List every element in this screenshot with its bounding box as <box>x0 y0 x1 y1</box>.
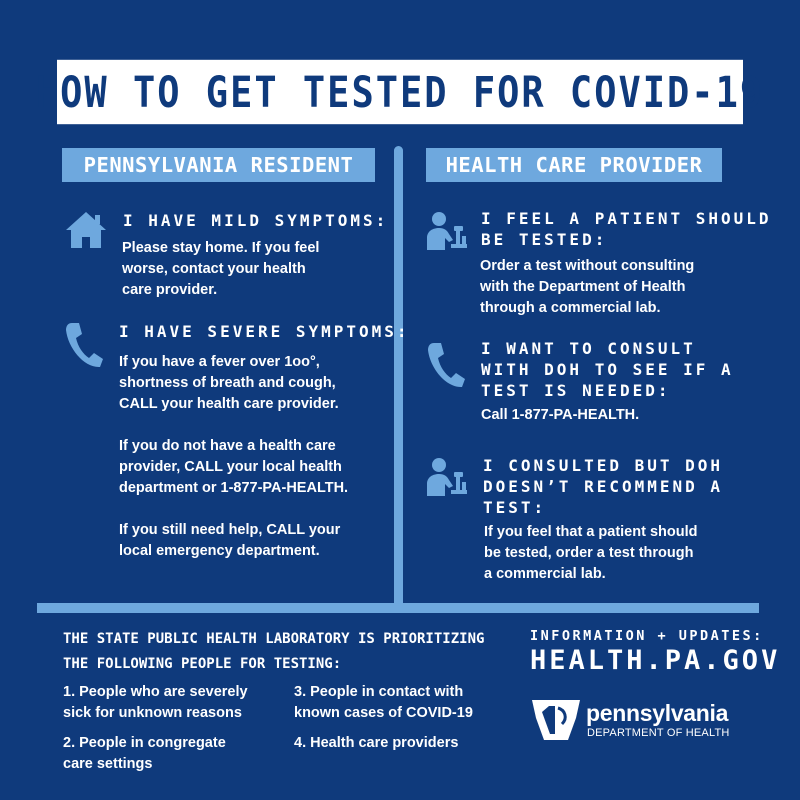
page-title-text: HOW TO GET TESTED FOR COVID-19 <box>35 67 765 117</box>
lab-technician-icon <box>425 456 469 498</box>
mild-symptoms-text: Please stay home. If you feel worse, contact your health care provider. <box>122 240 320 298</box>
patient-should-be-tested-text: Order a test without consulting with the Department of Health through a commercial lab. <box>480 258 695 316</box>
column-divider <box>394 146 403 608</box>
resident-column-header <box>62 148 375 182</box>
resident-column-header-text: PENNSYLVANIA RESIDENT <box>83 153 354 177</box>
priority-item-2: 2. People in congregate care settings <box>63 735 226 772</box>
patient-should-be-tested-heading: I FEEL A PATIENT SHOULD BE TESTED: <box>481 209 772 249</box>
page-title <box>35 60 765 124</box>
provider-column-header <box>426 148 722 182</box>
phone-icon <box>426 340 466 390</box>
footer-divider <box>37 603 759 613</box>
priority-item-3: 3. People in contact with known cases of COVID-19 <box>294 684 473 721</box>
consult-doh-text: Call 1-877-PA-HEALTH. <box>481 407 640 423</box>
info-label: INFORMATION + UPDATES: <box>530 628 764 644</box>
doh-not-recommend-heading: I CONSULTED BUT DOH DOESN’T RECOMMEND A TEST: <box>483 456 724 517</box>
priority-item-1: 1. People who are severely sick for unknown reasons <box>63 684 248 721</box>
doh-not-recommend-text: If you feel that a patient should be tested, order a test through a commercial lab. <box>484 524 698 582</box>
logo-name: pennsylvania <box>586 700 729 726</box>
house-icon <box>66 210 106 250</box>
phone-icon <box>64 320 104 370</box>
priority-heading: THE STATE PUBLIC HEALTH LABORATORY IS PRIORITIZING THE FOLLOWING PEOPLE FOR TESTING: <box>63 631 485 672</box>
info-url-link[interactable]: HEALTH.PA.GOV <box>530 645 781 676</box>
provider-column-header-text: HEALTH CARE PROVIDER <box>445 153 703 177</box>
lab-technician-icon <box>425 210 469 252</box>
consult-doh-heading: I WANT TO CONSULT WITH DOH TO SEE IF A TEST IS NEEDED: <box>481 339 734 400</box>
mild-symptoms-heading: I HAVE MILD SYMPTOMS: <box>123 211 389 230</box>
severe-symptoms-heading: I HAVE SEVERE SYMPTOMS: <box>119 322 410 341</box>
severe-symptoms-text: If you have a fever over 1oo°, shortness of breath and cough, CALL your health care provider. If you do not have a health care provider, CALL your local health department or 1-877-PA-HEALTH. If you still need help, CALL your local emergency department. <box>119 354 349 559</box>
pa-keystone-logo-icon <box>532 698 580 747</box>
priority-item-4: 4. Health care providers <box>294 735 459 751</box>
logo-department: DEPARTMENT OF HEALTH <box>587 727 730 739</box>
